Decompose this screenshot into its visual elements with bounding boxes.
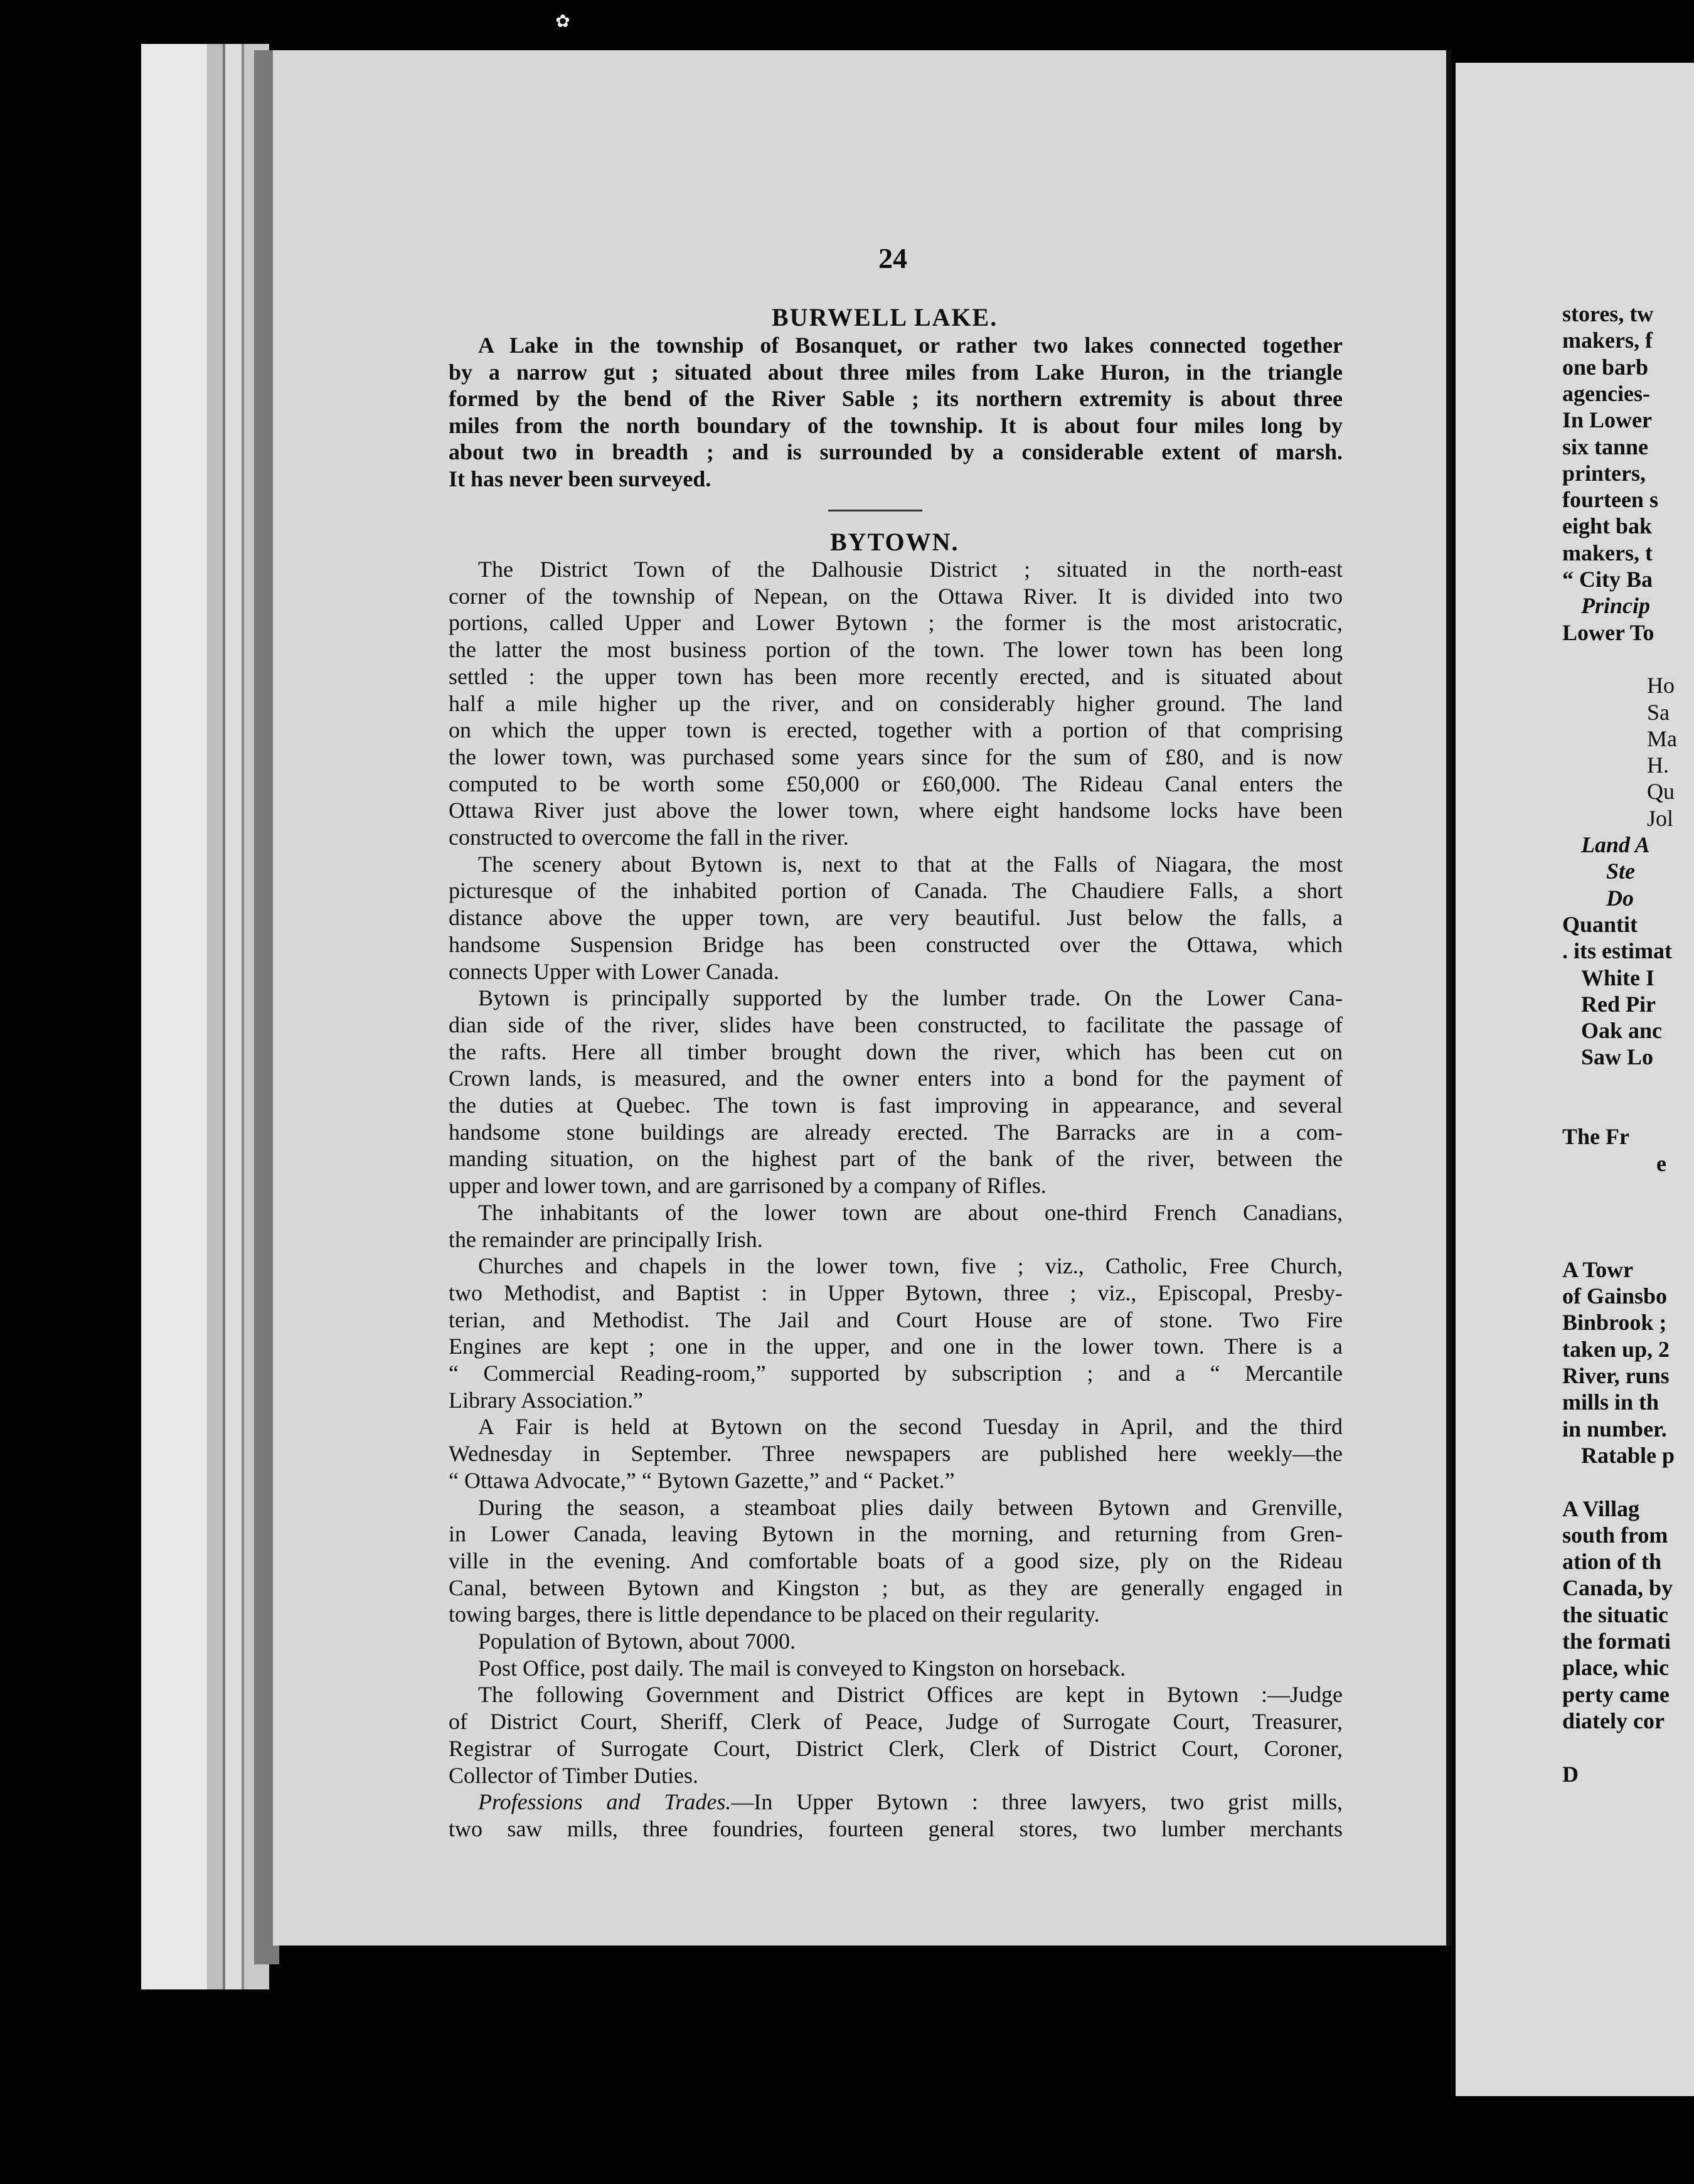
bytown-line: connects Upper with Lower Canada. — [449, 958, 779, 984]
right-page-line: Sa — [1647, 699, 1670, 725]
bytown-line: Canal, between Bytown and Kingston ; but, as they are generally engaged in — [449, 1575, 1343, 1600]
bytown-line: the rafts. Here all timber brought down the river, which has been cut on — [449, 1039, 1343, 1064]
bytown-line: A Fair is held at Bytown on the second Tuesday in April, and the third — [478, 1414, 1343, 1440]
bytown-line: Wednesday in September. Three newspapers are published here weekly—the — [449, 1441, 1343, 1467]
right-page-line: eight bak — [1562, 513, 1653, 539]
right-page-line: A Villag — [1562, 1496, 1640, 1521]
right-page-line: Do — [1606, 885, 1634, 911]
burwell-line: by a narrow gut ; situated about three miles from Lake Huron, in the triangle — [449, 359, 1343, 385]
bytown-line: During the season, a steamboat plies daily between Bytown and Grenville, — [478, 1494, 1343, 1520]
right-page-line: six tanne — [1562, 434, 1649, 459]
bytown-line: Ottawa River just above the lower town, where eight handsome locks have been — [449, 798, 1343, 823]
right-page-line: Quantit — [1562, 911, 1638, 937]
right-page-line: of Gainsbo — [1562, 1283, 1668, 1309]
bytown-line: handsome stone buildings are already erected. The Barracks are in a com- — [449, 1119, 1343, 1145]
right-page-line: printers, — [1562, 460, 1646, 486]
bytown-line: two Methodist, and Baptist : in Upper Bytown, three ; viz., Episcopal, Presby- — [449, 1280, 1343, 1305]
bytown-line: “ Commercial Reading-room,” supported by subscription ; and a “ Mercantile — [449, 1361, 1343, 1386]
right-page-line: the situatic — [1562, 1602, 1668, 1627]
right-page-line: stores, tw — [1562, 301, 1654, 326]
right-page-line: makers, f — [1562, 328, 1653, 353]
burwell-line: A Lake in the township of Bosanquet, or rather two lakes connected together — [478, 333, 1343, 358]
right-page-line: place, whic — [1562, 1655, 1669, 1681]
right-page-line: Binbrook ; — [1562, 1310, 1667, 1336]
page-number: 24 — [878, 242, 907, 274]
right-page-line: e — [1656, 1150, 1666, 1176]
right-page-line: agencies- — [1562, 380, 1650, 406]
bytown-line: The District Town of the Dalhousie District ; situated in the north-east — [478, 557, 1343, 582]
right-page-line: D — [1562, 1761, 1579, 1787]
bytown-line: The scenery about Bytown is, next to that at the Falls of Niagara, the most — [478, 851, 1343, 877]
bytown-line: Churches and chapels in the lower town, five ; viz., Catholic, Free Church, — [478, 1253, 1343, 1279]
right-page-line: . its estimat — [1562, 938, 1672, 964]
bytown-line: Crown lands, is measured, and the owner enters into a bond for the payment of — [449, 1066, 1343, 1091]
right-page-line: the formati — [1562, 1629, 1671, 1654]
bytown-line: terian, and Methodist. The Jail and Court House are of stone. Two Fire — [449, 1307, 1343, 1332]
book-edge — [141, 44, 216, 1989]
bytown-line: The following Government and District Offices are kept in Bytown :—Judge — [478, 1682, 1343, 1708]
right-page-line: White I — [1581, 965, 1654, 990]
bytown-line: “ Ottawa Advocate,” “ Bytown Gazette,” and “ Packet.” — [449, 1467, 955, 1493]
heading-bytown: BYTOWN. — [830, 528, 959, 556]
bytown-line: portions, called Upper and Lower Bytown ; the former is the most aristocratic, — [449, 610, 1343, 636]
bytown-line: Collector of Timber Duties. — [449, 1762, 698, 1788]
burwell-line: miles from the north boundary of the township. It is about four miles long by — [449, 412, 1343, 438]
right-page-line: Red Pir — [1581, 991, 1656, 1017]
right-page-line: perty came — [1562, 1681, 1670, 1707]
right-page-line: ation of th — [1562, 1549, 1662, 1575]
right-page-line: south from — [1562, 1522, 1668, 1548]
bytown-line: in Lower Canada, leaving Bytown in the morning, and returning from Gren- — [449, 1521, 1343, 1547]
bytown-line: ville in the evening. And comfortable boats of a good size, ply on the Rideau — [449, 1548, 1343, 1573]
bytown-line: dian side of the river, slides have been constructed, to facilitate the passage of — [449, 1012, 1343, 1037]
burwell-line: It has never been surveyed. — [449, 466, 711, 491]
bytown-line: the lower town, was purchased some years since for the sum of £80, and is now — [449, 744, 1343, 769]
bytown-line: the duties at Quebec. The town is fast improving in appearance, and several — [449, 1093, 1343, 1118]
bytown-line: picturesque of the inhabited portion of Canada. The Chaudiere Falls, a short — [449, 878, 1343, 904]
bytown-line: the remainder are principally Irish. — [449, 1226, 763, 1252]
bytown-line: Engines are kept ; one in the upper, and one in the lower town. There is a — [449, 1334, 1343, 1359]
bytown-line: Post Office, post daily. The mail is conveyed to Kingston on horseback. — [478, 1655, 1126, 1681]
right-page-line: Saw Lo — [1581, 1044, 1654, 1070]
bytown-line: The inhabitants of the lower town are about one-third French Canadians, — [478, 1199, 1343, 1225]
right-page-line: Qu — [1647, 779, 1675, 805]
bytown-line: upper and lower town, and are garrisoned by a company of Rifles. — [449, 1173, 1047, 1199]
right-page-line: Oak anc — [1581, 1018, 1663, 1044]
section-divider — [828, 510, 922, 511]
bytown-line: handsome Suspension Bridge has been constructed over the Ottawa, which — [449, 931, 1343, 957]
right-page-line: River, runs — [1562, 1363, 1670, 1388]
right-page-line: one barb — [1562, 354, 1649, 380]
bytown-line: distance above the upper town, are very beautiful. Just below the falls, a — [449, 905, 1343, 931]
right-page-line: makers, t — [1562, 540, 1653, 565]
right-page-line: diately cor — [1562, 1708, 1665, 1733]
bytown-line: the latter the most business portion of the town. The lower town has been long — [449, 637, 1343, 663]
right-page-line: taken up, 2 — [1562, 1336, 1670, 1362]
right-page-line: fourteen s — [1562, 487, 1658, 513]
bytown-line: half a mile higher up the river, and on considerably higher ground. The land — [449, 690, 1343, 716]
bytown-line: two saw mills, three foundries, fourteen general stores, two lumber merchants — [449, 1816, 1343, 1841]
right-page-line: Jol — [1647, 805, 1674, 831]
bytown-line: Population of Bytown, about 7000. — [478, 1629, 796, 1654]
right-page-line: Ma — [1647, 725, 1677, 751]
burwell-line: about two in breadth ; and is surrounded by a considerable extent of marsh. — [449, 439, 1343, 465]
burwell-line: formed by the bend of the River Sable ; its northern extremity is about three — [449, 386, 1343, 412]
right-page-line: The Fr — [1562, 1124, 1629, 1150]
bytown-line: towing barges, there is little dependance to be placed on their regularity. — [449, 1602, 1100, 1627]
bytown-line: corner of the township of Nepean, on the Ottawa River. It is divided into two — [449, 583, 1343, 609]
bytown-line: Library Association.” — [449, 1387, 643, 1413]
bytown-line: of District Court, Sheriff, Clerk of Peace, Judge of Surrogate Court, Treasurer, — [449, 1709, 1343, 1735]
right-page-line: Ratable p — [1581, 1442, 1675, 1468]
bytown-line: Bytown is principally supported by the lumber trade. On the Lower Cana- — [478, 985, 1343, 1011]
bytown-line: Professions and Trades.—In Upper Bytown : three lawyers, two grist mills, — [478, 1789, 1343, 1815]
right-page-line: Princip — [1581, 593, 1651, 619]
right-page-line: mills in th — [1562, 1389, 1659, 1415]
heading-burwell-lake: BURWELL LAKE. — [772, 303, 998, 331]
right-page-line: In Lower — [1562, 407, 1652, 433]
bytown-line: on which the upper town is erected, together with a portion of that comprising — [449, 717, 1343, 743]
right-page-line: “ City Ba — [1562, 567, 1653, 592]
right-page-line: in number. — [1562, 1416, 1667, 1442]
right-page-line: Canada, by — [1562, 1575, 1673, 1601]
bytown-line: constructed to overcome the fall in the river. — [449, 825, 849, 850]
corner-mark-icon: ✿ — [555, 12, 570, 31]
bytown-line: computed to be worth some £50,000 or £60,000. The Rideau Canal enters the — [449, 771, 1343, 796]
right-page-line: H. — [1647, 752, 1669, 778]
bytown-line: manding situation, on the highest part of the bank of the river, between the — [449, 1146, 1343, 1172]
right-page-line: Ho — [1647, 673, 1675, 699]
right-page-line: A Towr — [1562, 1256, 1634, 1282]
bytown-line: Registrar of Surrogate Court, District Clerk, Clerk of District Court, Coroner, — [449, 1735, 1343, 1761]
bytown-line: settled : the upper town has been more recently erected, and is situated about — [449, 663, 1343, 689]
right-page-line: Land A — [1581, 832, 1650, 857]
right-page-line: Ste — [1606, 859, 1636, 884]
right-page-line: Lower To — [1562, 619, 1654, 645]
